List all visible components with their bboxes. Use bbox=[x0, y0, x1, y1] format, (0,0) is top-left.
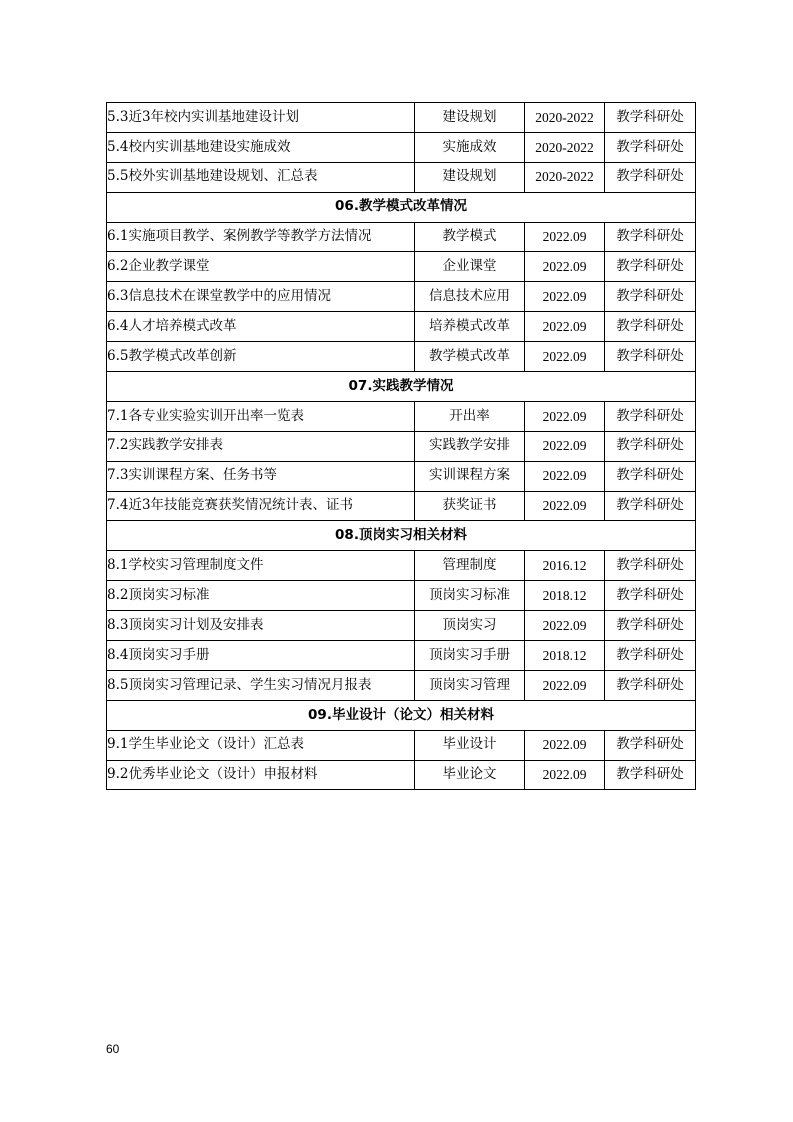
item-department: 教学科研处 bbox=[605, 342, 696, 372]
item-date: 2022.09 bbox=[525, 312, 605, 342]
item-department: 教学科研处 bbox=[605, 252, 696, 282]
item-date: 2022.09 bbox=[525, 401, 605, 431]
item-date: 2022.09 bbox=[525, 461, 605, 491]
item-date: 2020-2022 bbox=[525, 103, 605, 133]
item-category: 建设规划 bbox=[415, 103, 525, 133]
item-name: 5.3近3年校内实训基地建设计划 bbox=[107, 103, 415, 133]
item-category: 培养模式改革 bbox=[415, 312, 525, 342]
item-category: 企业课堂 bbox=[415, 252, 525, 282]
section-title: 09.毕业设计（论文）相关材料 bbox=[107, 700, 696, 730]
item-name: 8.3顶岗实习计划及安排表 bbox=[107, 611, 415, 641]
table-row bbox=[107, 162, 696, 192]
item-date: 2022.09 bbox=[525, 611, 605, 641]
item-department: 教学科研处 bbox=[605, 132, 696, 162]
item-category: 顶岗实习管理 bbox=[415, 670, 525, 700]
item-date: 2022.09 bbox=[525, 431, 605, 461]
item-name: 6.2企业教学课堂 bbox=[107, 252, 415, 282]
section-header-row bbox=[107, 521, 696, 551]
table-row bbox=[107, 730, 696, 760]
item-department: 教学科研处 bbox=[605, 401, 696, 431]
item-department: 教学科研处 bbox=[605, 730, 696, 760]
item-date: 2018.12 bbox=[525, 641, 605, 671]
section-header-row bbox=[107, 700, 696, 730]
item-name: 8.5顶岗实习管理记录、学生实习情况月报表 bbox=[107, 670, 415, 700]
section-header-row bbox=[107, 372, 696, 402]
section-title: 08.顶岗实习相关材料 bbox=[107, 521, 696, 551]
table-row bbox=[107, 670, 696, 700]
item-name: 6.5教学模式改革创新 bbox=[107, 342, 415, 372]
table-row bbox=[107, 491, 696, 521]
item-category: 毕业设计 bbox=[415, 730, 525, 760]
table-row bbox=[107, 401, 696, 431]
item-name: 9.2优秀毕业论文（设计）申报材料 bbox=[107, 760, 415, 790]
table-row bbox=[107, 551, 696, 581]
item-category: 教学模式 bbox=[415, 222, 525, 252]
item-category: 顶岗实习手册 bbox=[415, 641, 525, 671]
item-category: 教学模式改革 bbox=[415, 342, 525, 372]
item-name: 6.4人才培养模式改革 bbox=[107, 312, 415, 342]
item-department: 教学科研处 bbox=[605, 551, 696, 581]
item-category: 管理制度 bbox=[415, 551, 525, 581]
item-date: 2022.09 bbox=[525, 670, 605, 700]
table-row bbox=[107, 611, 696, 641]
item-name: 8.2顶岗实习标准 bbox=[107, 581, 415, 611]
item-category: 顶岗实习 bbox=[415, 611, 525, 641]
item-name: 5.5校外实训基地建设规划、汇总表 bbox=[107, 162, 415, 192]
item-name: 6.3信息技术在课堂教学中的应用情况 bbox=[107, 282, 415, 312]
item-department: 教学科研处 bbox=[605, 670, 696, 700]
table-row bbox=[107, 581, 696, 611]
item-department: 教学科研处 bbox=[605, 222, 696, 252]
table-row bbox=[107, 431, 696, 461]
item-date: 2020-2022 bbox=[525, 132, 605, 162]
item-name: 7.3实训课程方案、任务书等 bbox=[107, 461, 415, 491]
item-category: 建设规划 bbox=[415, 162, 525, 192]
item-department: 教学科研处 bbox=[605, 461, 696, 491]
item-department: 教学科研处 bbox=[605, 491, 696, 521]
item-date: 2022.09 bbox=[525, 252, 605, 282]
item-name: 8.4顶岗实习手册 bbox=[107, 641, 415, 671]
item-department: 教学科研处 bbox=[605, 103, 696, 133]
item-category: 实训课程方案 bbox=[415, 461, 525, 491]
table-row bbox=[107, 282, 696, 312]
item-date: 2022.09 bbox=[525, 222, 605, 252]
item-date: 2020-2022 bbox=[525, 162, 605, 192]
item-category: 毕业论文 bbox=[415, 760, 525, 790]
item-date: 2022.09 bbox=[525, 491, 605, 521]
item-date: 2022.09 bbox=[525, 342, 605, 372]
item-department: 教学科研处 bbox=[605, 611, 696, 641]
item-name: 6.1实施项目教学、案例教学等教学方法情况 bbox=[107, 222, 415, 252]
item-department: 教学科研处 bbox=[605, 162, 696, 192]
item-department: 教学科研处 bbox=[605, 282, 696, 312]
section-header-row bbox=[107, 192, 696, 222]
table-row bbox=[107, 342, 696, 372]
item-department: 教学科研处 bbox=[605, 581, 696, 611]
section-title: 06.教学模式改革情况 bbox=[107, 192, 696, 222]
materials-table bbox=[106, 102, 696, 790]
item-name: 7.2实践教学安排表 bbox=[107, 431, 415, 461]
item-department: 教学科研处 bbox=[605, 312, 696, 342]
item-department: 教学科研处 bbox=[605, 641, 696, 671]
item-name: 8.1学校实习管理制度文件 bbox=[107, 551, 415, 581]
table-row bbox=[107, 252, 696, 282]
item-category: 实践教学安排 bbox=[415, 431, 525, 461]
item-name: 9.1学生毕业论文（设计）汇总表 bbox=[107, 730, 415, 760]
table-row bbox=[107, 132, 696, 162]
item-date: 2022.09 bbox=[525, 760, 605, 790]
item-department: 教学科研处 bbox=[605, 431, 696, 461]
table-row bbox=[107, 461, 696, 491]
item-date: 2022.09 bbox=[525, 730, 605, 760]
item-category: 顶岗实习标准 bbox=[415, 581, 525, 611]
item-date: 2016.12 bbox=[525, 551, 605, 581]
table-row bbox=[107, 760, 696, 790]
item-category: 获奖证书 bbox=[415, 491, 525, 521]
table-row bbox=[107, 103, 696, 133]
item-name: 7.4近3年技能竞赛获奖情况统计表、证书 bbox=[107, 491, 415, 521]
table-row bbox=[107, 222, 696, 252]
item-department: 教学科研处 bbox=[605, 760, 696, 790]
section-title: 07.实践教学情况 bbox=[107, 372, 696, 402]
item-category: 实施成效 bbox=[415, 132, 525, 162]
item-category: 信息技术应用 bbox=[415, 282, 525, 312]
item-date: 2018.12 bbox=[525, 581, 605, 611]
table-row bbox=[107, 312, 696, 342]
item-name: 7.1各专业实验实训开出率一览表 bbox=[107, 401, 415, 431]
table-row bbox=[107, 641, 696, 671]
item-category: 开出率 bbox=[415, 401, 525, 431]
page-number: 60 bbox=[106, 1042, 120, 1056]
item-date: 2022.09 bbox=[525, 282, 605, 312]
item-name: 5.4校内实训基地建设实施成效 bbox=[107, 132, 415, 162]
